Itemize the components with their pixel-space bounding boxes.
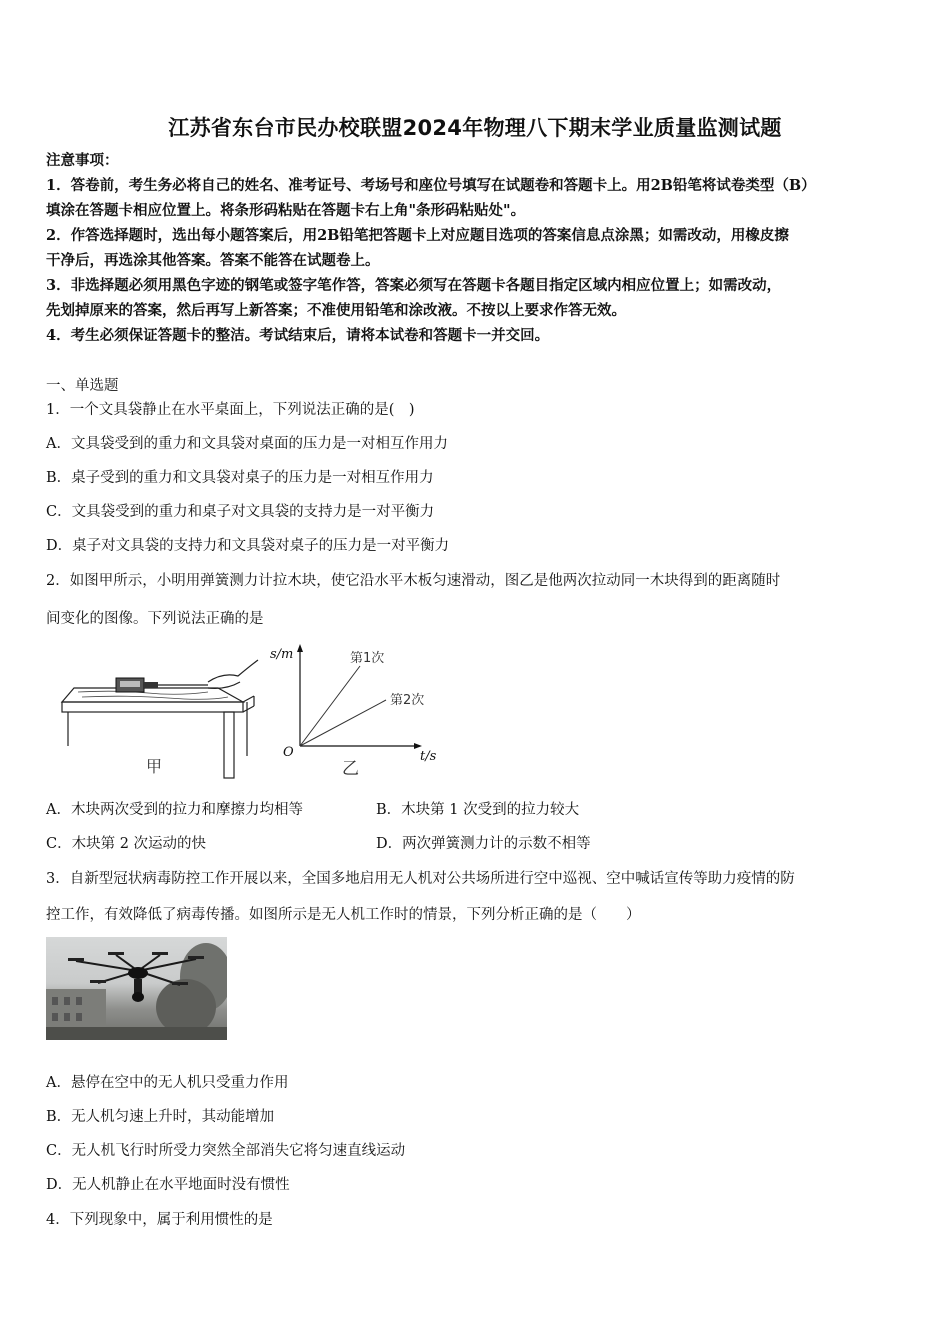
- question-2-option-a: A．木块两次受到的拉力和摩擦力均相等: [46, 802, 303, 818]
- question-3-option-b: B．无人机匀速上升时，其动能增加: [46, 1109, 275, 1125]
- graph-line-1: [300, 666, 360, 746]
- question-3-stem-line2: 控工作，有效降低了病毒传播。如图所示是无人机工作时的情景，下列分析正确的是（ ）: [46, 907, 641, 923]
- question-4-stem: 4．下列现象中，属于利用惯性的是: [46, 1212, 273, 1228]
- figure-jia-label: 甲: [146, 757, 163, 776]
- figure-jia-table-block: [58, 646, 268, 781]
- drone-image: [46, 937, 227, 1040]
- section-heading: 一、单选题: [46, 378, 119, 394]
- question-3-stem-line1: 3．自新型冠状病毒防控工作开展以来，全国多地启用无人机对公共场所进行空中巡视、空中喊话宣传等助力疫情的防: [46, 871, 795, 887]
- notice-line: 1．答卷前，考生务必将自己的姓名、准考证号、考场号和座位号填写在试题卷和答题卡上。用2B铅笔将试卷类型（B）: [46, 177, 816, 194]
- figure-yi-st-graph: [268, 642, 458, 780]
- notice-line: 干净后，再选涂其他答案。答案不能答在试题卷上。: [46, 252, 380, 269]
- question-3-option-d: D．无人机静止在水平地面时没有惯性: [46, 1177, 290, 1193]
- notice-line: 2．作答选择题时，选出每小题答案后，用2B铅笔把答题卡上对应题目选项的答案信息点涂黑；如需改动，用橡皮擦: [46, 227, 789, 244]
- question-2-option-b: B．木块第 1 次受到的拉力较大: [376, 802, 580, 818]
- question-2-stem-line2: 间变化的图像。下列说法正确的是: [46, 611, 264, 627]
- question-1-option-b: B．桌子受到的重力和文具袋对桌子的压力是一对相互作用力: [46, 470, 434, 486]
- graph-line-1-label: 第1次: [350, 651, 385, 666]
- exam-title: 江苏省东台市民办校联盟2024年物理八下期末学业质量监测试题: [168, 116, 782, 140]
- question-3-option-c: C．无人机飞行时所受力突然全部消失它将匀速直线运动: [46, 1143, 406, 1159]
- question-2-option-d: D．两次弹簧测力计的示数不相等: [376, 836, 591, 852]
- graph-line-2-label: 第2次: [390, 693, 425, 708]
- question-1-option-a: A．文具袋受到的重力和文具袋对桌面的压力是一对相互作用力: [46, 436, 448, 452]
- drone-photo: [46, 937, 227, 1040]
- notice-line: 先划掉原来的答案，然后再写上新答案；不准使用铅笔和涂改液。不按以上要求作答无效。: [46, 302, 626, 319]
- graph-x-axis-label: t/s: [420, 749, 437, 764]
- question-1-option-d: D．桌子对文具袋的支持力和文具袋对桌子的压力是一对平衡力: [46, 538, 450, 554]
- notice-line: 填涂在答题卡相应位置上。将条形码粘贴在答题卡右上角"条形码粘贴处"。: [46, 202, 526, 219]
- graph-y-axis-label: s/m: [270, 647, 294, 662]
- graph-line-2: [300, 700, 386, 746]
- graph-origin-label: O: [283, 745, 294, 760]
- notice-line: 4．考生必须保证答题卡的整洁。考试结束后，请将本试卷和答题卡一并交回。: [46, 327, 550, 344]
- notice-line: 3．非选择题必须用黑色字迹的钢笔或签字笔作答，答案必须写在答题卡各题目指定区域内相应位置上；如需改动，: [46, 277, 782, 294]
- question-3-option-a: A．悬停在空中的无人机只受重力作用: [46, 1075, 289, 1091]
- question-2-stem-line1: 2．如图甲所示，小明用弹簧测力计拉木块，使它沿水平木板匀速滑动，图乙是他两次拉动同一木块得到的距离随时: [46, 573, 781, 589]
- question-1-option-c: C．文具袋受到的重力和桌子对文具袋的支持力是一对平衡力: [46, 504, 435, 520]
- question-1-stem: 1．一个文具袋静止在水平桌面上，下列说法正确的是( ): [46, 402, 415, 418]
- question-2-option-c: C．木块第 2 次运动的快: [46, 836, 207, 852]
- figure-yi-label: 乙: [342, 759, 359, 779]
- notice-heading: 注意事项：: [46, 152, 119, 169]
